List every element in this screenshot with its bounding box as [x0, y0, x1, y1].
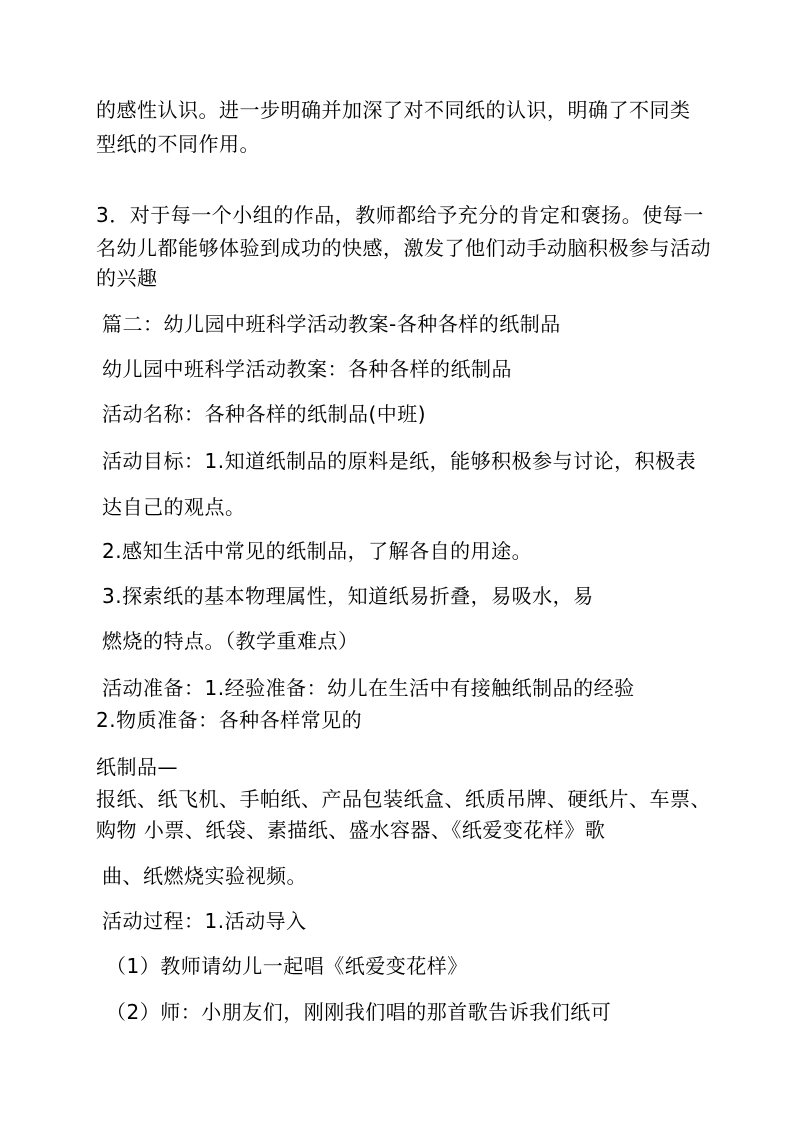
text-line: 购物 小票、纸袋、素描纸、盛水容器、《纸爱变花样》歌 [96, 818, 606, 842]
text-line: （2）师：小朋友们，刚刚我们唱的那首歌告诉我们纸可 [106, 1000, 612, 1024]
section-heading: 篇二：幼儿园中班科学活动教案-各种各样的纸制品 [102, 312, 561, 336]
text-line: 达自己的观点。 [102, 495, 246, 519]
text-line: 活动名称：各种各样的纸制品(中班) [102, 402, 427, 426]
text-line: 活动过程：1.活动导入 [102, 909, 307, 933]
text-line: 的感性认识。进一步明确并加深了对不同纸的认识，明确了不同类 [96, 98, 691, 122]
text-line: 3．对于每一个小组的作品，教师都给予充分的肯定和褒扬。使每一 [96, 203, 704, 227]
text-line: 燃烧的特点。（教学重难点） [102, 629, 359, 653]
text-line: （1）教师请幼儿一起唱《纸爱变花样》 [106, 954, 468, 978]
text-line: 2.物质准备：各种各样常见的 [96, 708, 363, 732]
text-line: 3.探索纸的基本物理属性，知道纸易折叠，易吸水，易 [102, 584, 594, 608]
text-line: 的兴趣 [96, 266, 158, 290]
text-line: 活动准备：1.经验准备：幼儿在生活中有接触纸制品的经验 [102, 676, 635, 700]
text-line: 名幼儿都能够体验到成功的快感，激发了他们动手动脑积极参与活动 [96, 236, 711, 260]
text-line: 活动目标：1.知道纸制品的原料是纸，能够积极参与讨论，积极表 [102, 449, 697, 473]
text-line: 幼儿园中班科学活动教案：各种各样的纸制品 [102, 357, 512, 381]
text-line: 纸制品— [96, 755, 178, 779]
text-line: 2.感知生活中常见的纸制品，了解各自的用途。 [102, 539, 533, 563]
text-line: 报纸、纸飞机、手帕纸、产品包装纸盒、纸质吊牌、硬纸片、车票、 [96, 787, 711, 811]
text-line: 型纸的不同作用。 [96, 132, 260, 156]
text-line: 曲、纸燃烧实验视频。 [102, 864, 307, 888]
